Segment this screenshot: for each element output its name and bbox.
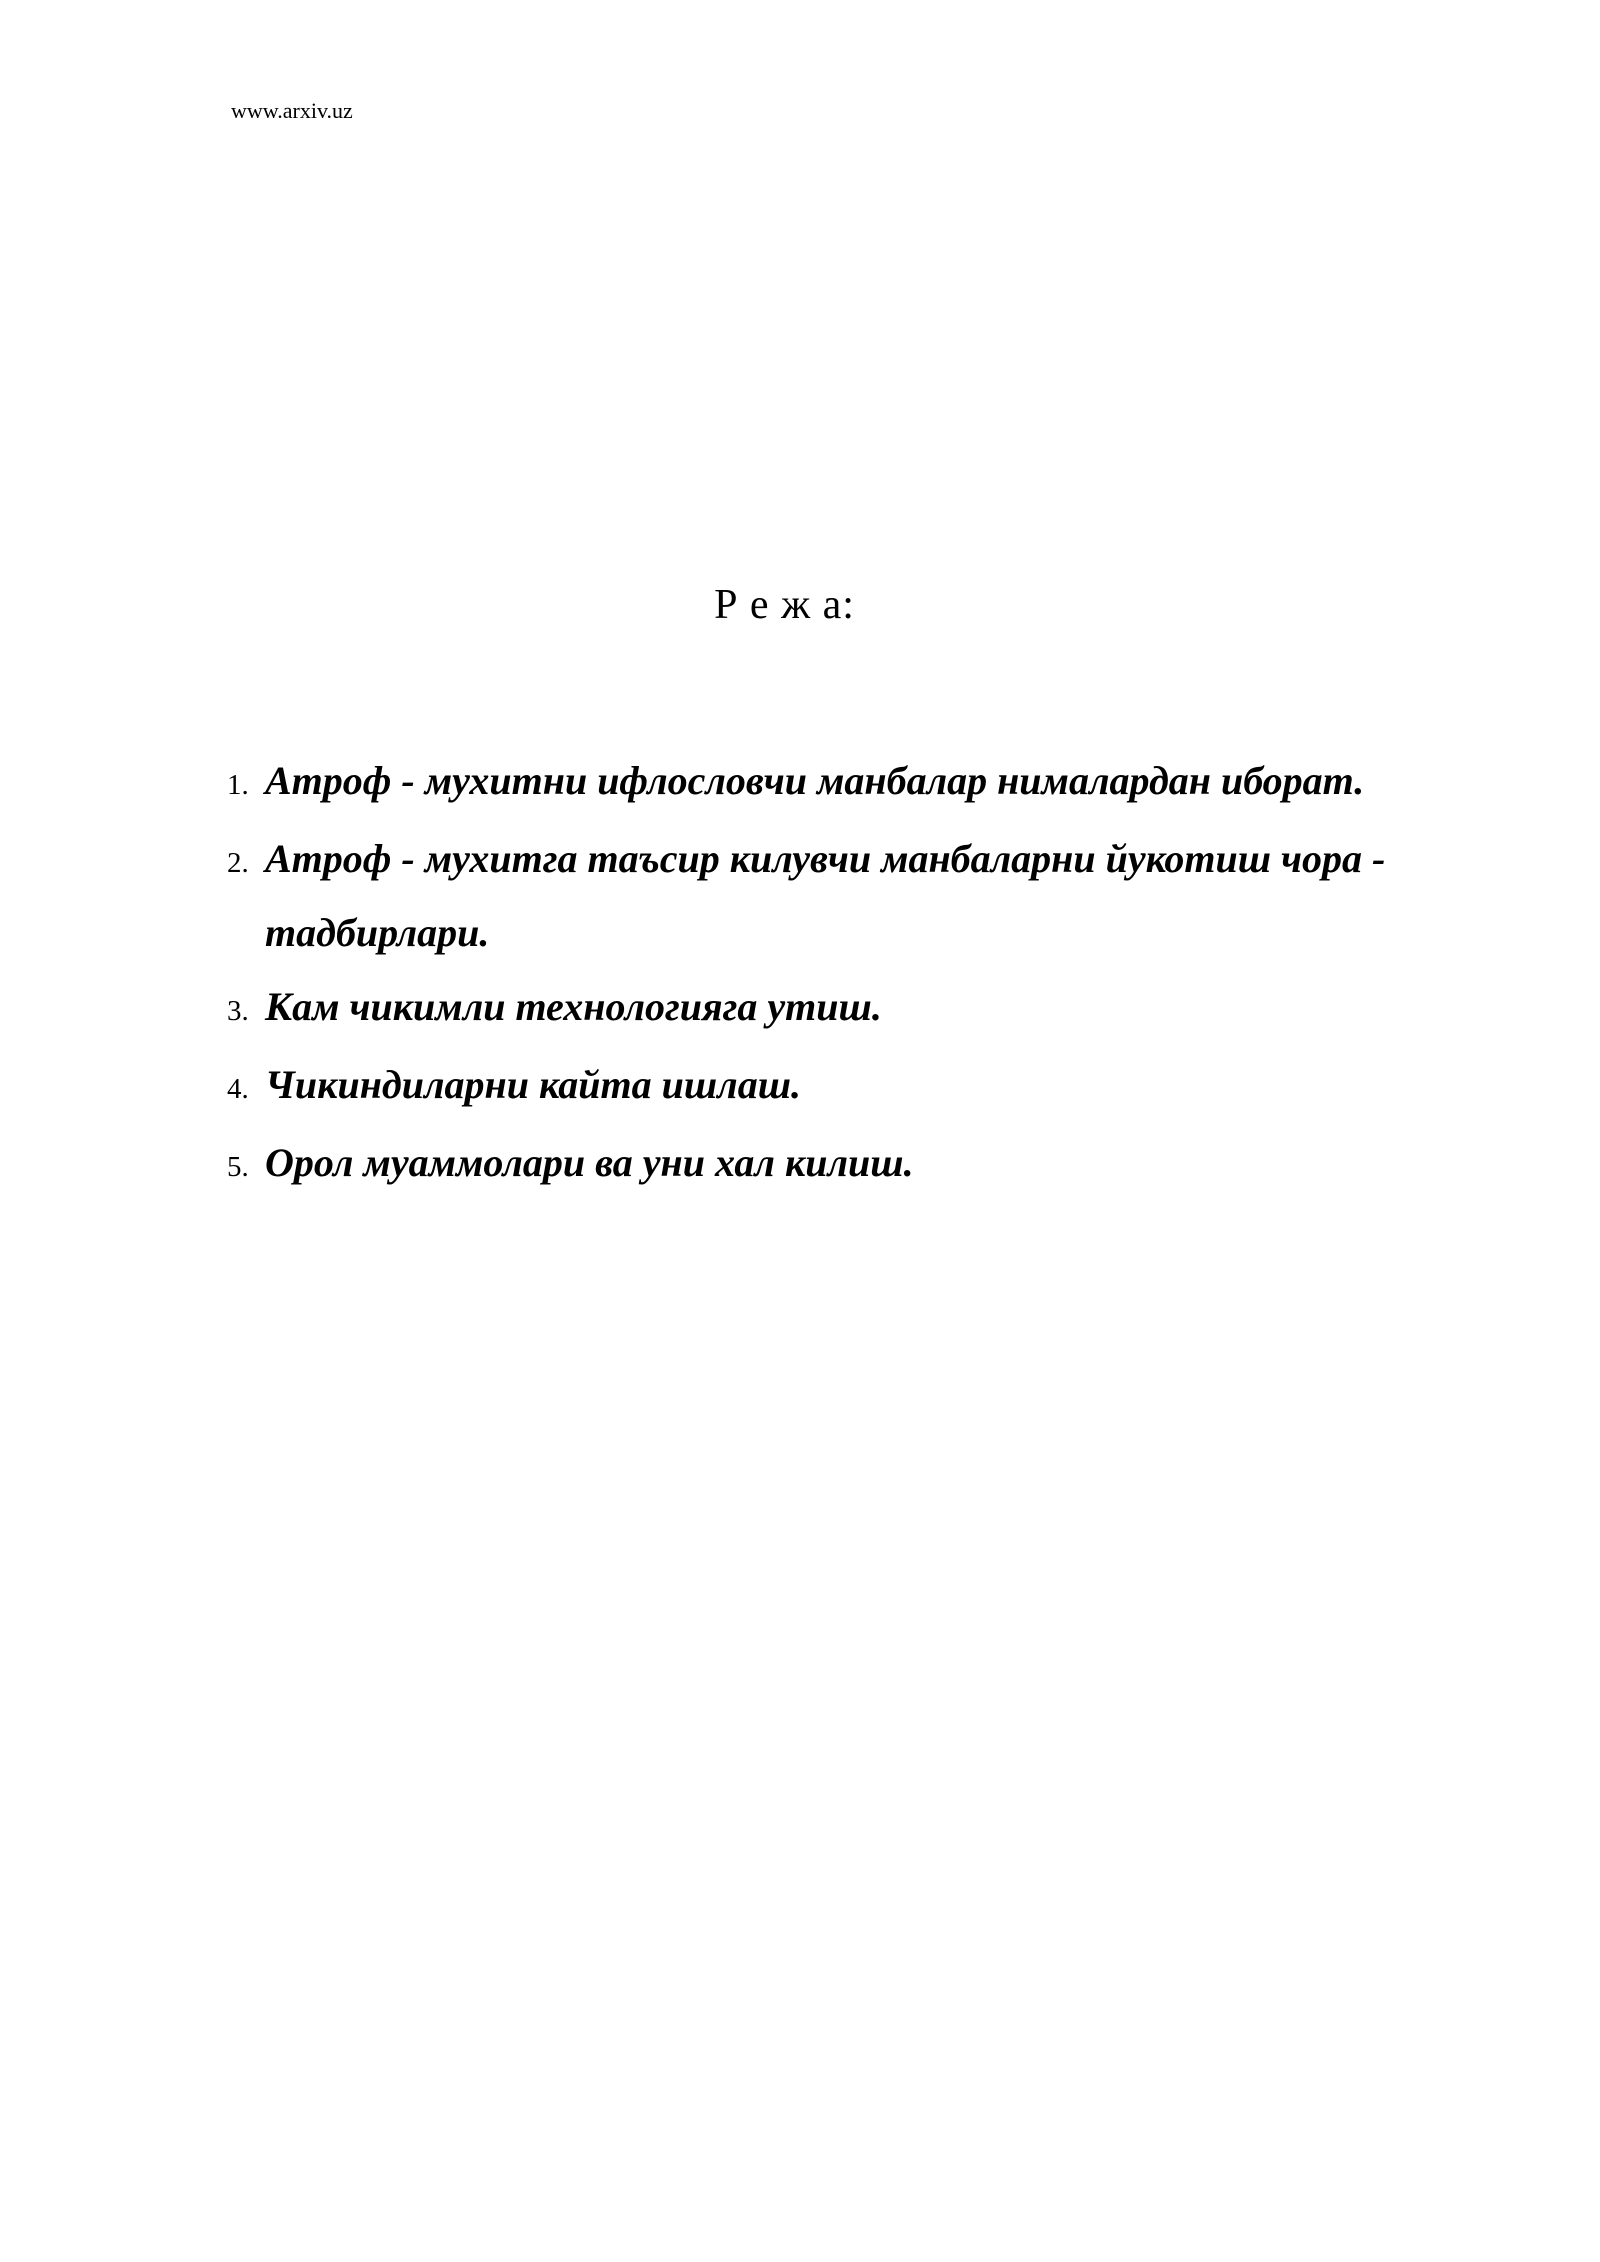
item-number: 2. [227,847,249,879]
list-item [227,744,1527,822]
item-text: Атроф - мухитга таъсир килувчи манбаларни йукотиш чора - тадбирлари. [265,836,1386,955]
plan-list [227,744,1527,1204]
item-text: Орол муаммолари ва уни хал килиш. [265,1140,914,1185]
list-item [227,822,1527,970]
item-text: Кам чикимли технологияга утиш. [265,984,882,1029]
list-item [227,970,1527,1048]
item-number: 5. [227,1151,249,1183]
item-text: Атроф - мухитни ифлословчи манбалар нималардан иборат. [265,758,1365,803]
item-number: 1. [227,769,249,801]
list-item [227,1048,1527,1126]
item-number: 3. [227,995,249,1027]
page-title: Р е ж а: [714,582,855,628]
item-number: 4. [227,1073,249,1105]
list-item [227,1126,1527,1204]
site-url: www.arxiv.uz [231,98,353,123]
item-text: Чикиндиларни кайта ишлаш. [265,1062,802,1107]
